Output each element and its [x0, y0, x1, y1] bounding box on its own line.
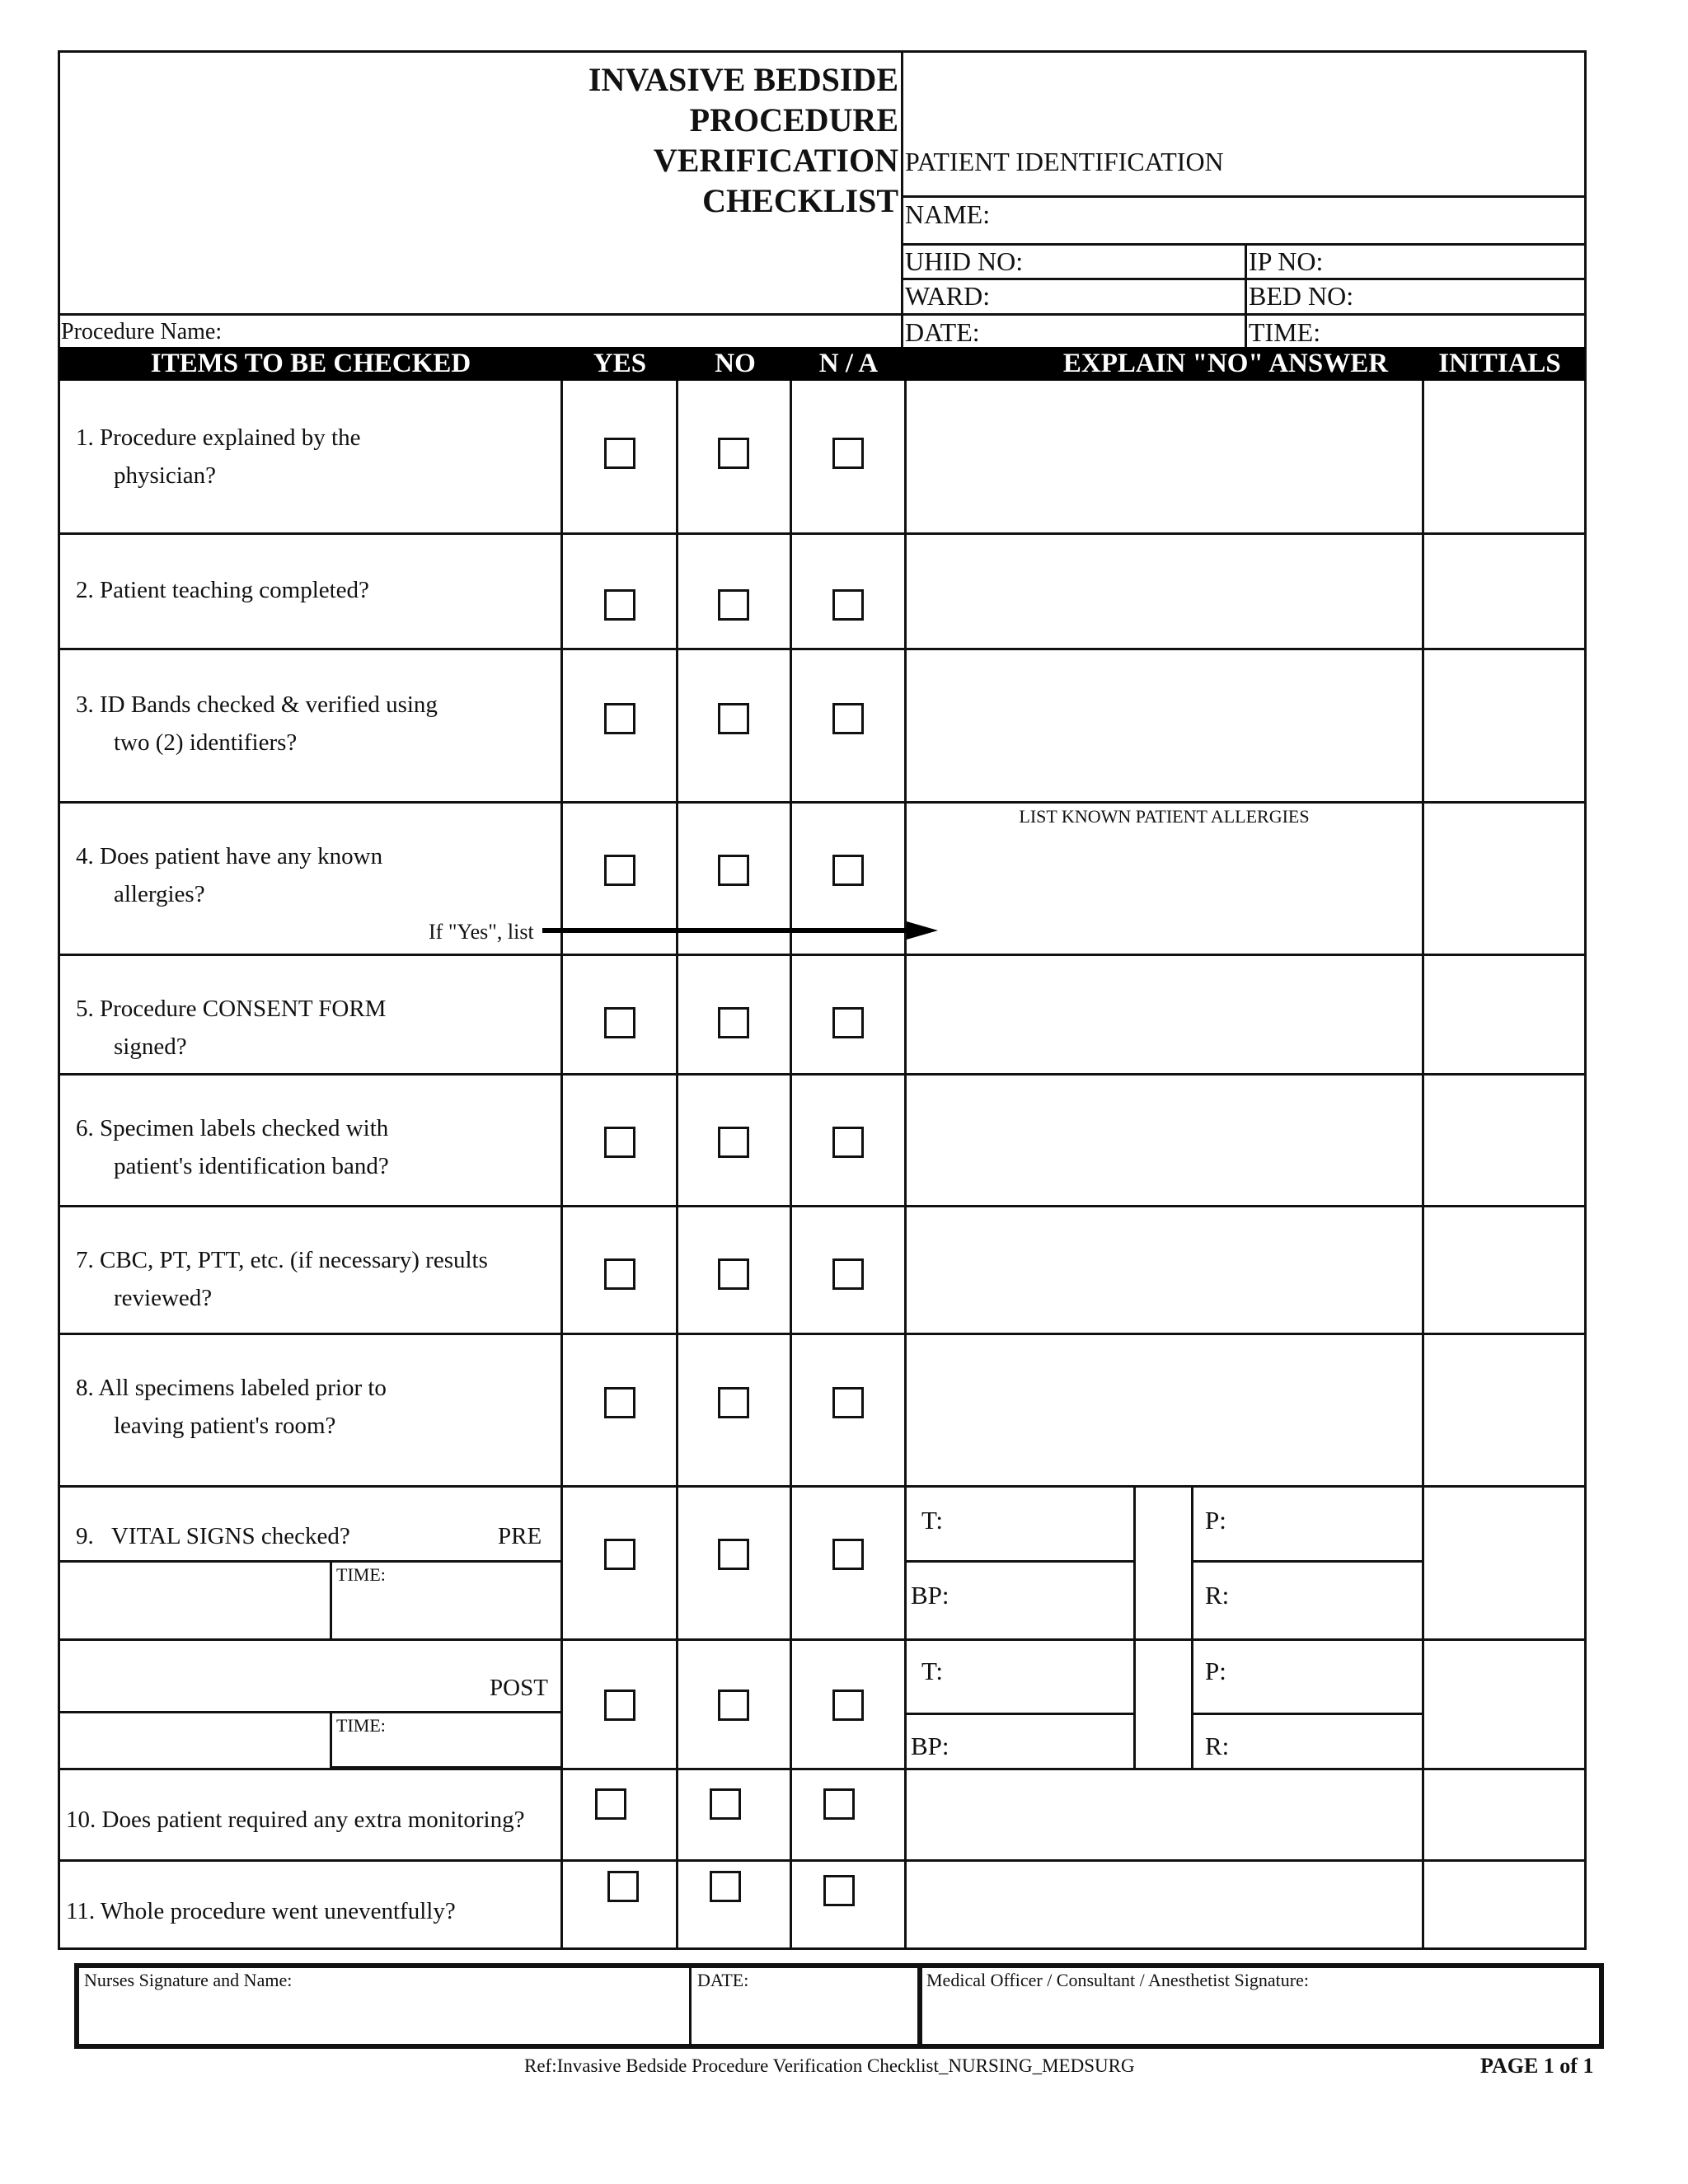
post-pulse-field[interactable]: P:: [1205, 1657, 1226, 1685]
item-2: [76, 571, 369, 609]
checkbox-10-na[interactable]: [823, 1788, 855, 1820]
item-9-text: 9. VITAL SIGNS checked?: [76, 1523, 350, 1549]
vitals-line: [904, 1560, 1135, 1563]
row-line: [58, 1485, 1587, 1488]
signature-divider: [917, 1963, 922, 2049]
checkbox-9-post-no[interactable]: [718, 1690, 749, 1721]
pre-pulse-field[interactable]: P:: [1205, 1506, 1226, 1535]
row-line: [58, 1333, 1587, 1335]
checkbox-3-yes[interactable]: [604, 703, 635, 734]
vitals-line: [1191, 1560, 1422, 1563]
checkbox-1-na[interactable]: [832, 438, 864, 469]
checkbox-1-no[interactable]: [718, 438, 749, 469]
item-8: [76, 1369, 387, 1445]
date-field[interactable]: DATE:: [905, 317, 980, 347]
item-7-text: 7. CBC, PT, PTT, etc. (if necessary) results: [76, 1247, 488, 1273]
time-line: [330, 1560, 332, 1638]
checkbox-11-na[interactable]: [823, 1875, 855, 1906]
row-line: [58, 1073, 1587, 1076]
checkbox-9-post-yes[interactable]: [604, 1690, 635, 1721]
allergy-note: If "Yes", list: [429, 920, 534, 944]
checkbox-6-no[interactable]: [718, 1127, 749, 1158]
title-line-1: INVASIVE BEDSIDE: [588, 61, 898, 98]
col-line: [1422, 381, 1424, 1485]
header-line: [901, 195, 1587, 198]
checkbox-8-yes[interactable]: [604, 1387, 635, 1418]
header-line: [58, 313, 1587, 316]
item-8-text: 8. All specimens labeled prior to: [76, 1375, 387, 1401]
item-6: [76, 1109, 389, 1185]
item-6-text: 6. Specimen labels checked with: [76, 1115, 389, 1141]
checkbox-4-no[interactable]: [718, 855, 749, 886]
row-line: [58, 648, 1587, 650]
header-divider: [901, 50, 903, 347]
item-10-text: 10. Does patient required any extra monitoring?: [66, 1807, 525, 1833]
title-line-3: VERIFICATION: [653, 142, 898, 179]
signature-divider: [689, 1963, 692, 2049]
item-2-text: 2. Patient teaching completed?: [76, 577, 369, 603]
ward-field[interactable]: WARD:: [905, 281, 991, 311]
checkbox-10-yes[interactable]: [595, 1788, 626, 1820]
signature-date-field[interactable]: DATE:: [697, 1970, 749, 1990]
vitals-line: [1191, 1713, 1422, 1715]
checkbox-9-pre-no[interactable]: [718, 1539, 749, 1570]
header-line: [901, 243, 1587, 246]
vitals-line: [1422, 1485, 1424, 1638]
post-time-field[interactable]: TIME:: [336, 1715, 386, 1736]
post-bp-field[interactable]: BP:: [911, 1732, 950, 1760]
vitals-line: [1422, 1638, 1424, 1768]
title-line-2: PROCEDURE: [689, 101, 898, 138]
checkbox-2-no[interactable]: [718, 589, 749, 621]
item-5-text-2: signed?: [114, 1033, 187, 1060]
checkbox-9-pre-yes[interactable]: [604, 1539, 635, 1570]
item-8-text-2: leaving patient's room?: [114, 1413, 336, 1439]
item-4: [76, 837, 382, 913]
row-line: [58, 532, 1587, 535]
col-yes: YES: [593, 349, 647, 378]
checkbox-9-post-na[interactable]: [832, 1690, 864, 1721]
arrow-right-icon: [907, 921, 938, 940]
pre-bp-field[interactable]: BP:: [911, 1581, 950, 1610]
pre-label: PRE: [498, 1523, 542, 1549]
checkbox-3-no[interactable]: [718, 703, 749, 734]
col-na: N / A: [818, 349, 879, 378]
time-line: [330, 1711, 332, 1768]
nurse-signature-field[interactable]: Nurses Signature and Name:: [84, 1970, 293, 1990]
allergy-list-label: LIST KNOWN PATIENT ALLERGIES: [1019, 806, 1310, 827]
checkbox-6-yes[interactable]: [604, 1127, 635, 1158]
uhid-field[interactable]: UHID NO:: [905, 246, 1024, 276]
col-explain: EXPLAIN "NO" ANSWER: [1062, 349, 1389, 378]
item-4-text-2: allergies?: [114, 881, 205, 907]
checkbox-10-no[interactable]: [710, 1788, 741, 1820]
col-items: ITEMS TO BE CHECKED: [150, 349, 471, 378]
item-6-text-2: patient's identification band?: [114, 1153, 389, 1179]
checkbox-2-yes[interactable]: [604, 589, 635, 621]
col-line: [676, 381, 678, 1950]
officer-signature-field[interactable]: Medical Officer / Consultant / Anesthetist Signature:: [926, 1970, 1309, 1990]
post-temp-field[interactable]: T:: [921, 1657, 944, 1685]
checkbox-6-na[interactable]: [832, 1127, 864, 1158]
checkbox-5-na[interactable]: [832, 1007, 864, 1038]
checkbox-4-na[interactable]: [832, 855, 864, 886]
item-3-text: 3. ID Bands checked & verified using: [76, 691, 438, 718]
checkbox-4-yes[interactable]: [604, 855, 635, 886]
checkbox-9-pre-na[interactable]: [832, 1539, 864, 1570]
checkbox-11-yes[interactable]: [607, 1871, 639, 1902]
item-11-text: 11. Whole procedure went uneventfully?: [66, 1898, 456, 1924]
checkbox-1-yes[interactable]: [604, 438, 635, 469]
item-7: [76, 1241, 488, 1317]
time-field[interactable]: TIME:: [1249, 317, 1321, 347]
title-line-4: CHECKLIST: [702, 182, 898, 219]
col-no: NO: [715, 349, 756, 378]
post-label: POST: [490, 1675, 548, 1701]
item-4-text: 4. Does patient have any known: [76, 843, 383, 869]
name-field[interactable]: NAME:: [905, 199, 991, 229]
checkbox-11-no[interactable]: [710, 1871, 741, 1902]
item-3: [76, 686, 438, 762]
header-divider: [1245, 243, 1247, 347]
item-5-text: 5. Procedure CONSENT FORM: [76, 996, 387, 1022]
header-line: [901, 278, 1587, 280]
vitals-line: [1133, 1485, 1136, 1768]
item-7-text-2: reviewed?: [114, 1285, 213, 1311]
item-1-text-2: physician?: [114, 462, 217, 489]
row-line: [58, 1205, 1587, 1207]
row-line: [58, 1859, 1587, 1862]
allergy-arrow: [542, 928, 907, 933]
pre-time-field[interactable]: TIME:: [336, 1564, 386, 1585]
col-line: [790, 381, 792, 1950]
pre-resp-field[interactable]: R:: [1205, 1581, 1230, 1610]
checkbox-3-na[interactable]: [832, 703, 864, 734]
item-3-text-2: two (2) identifiers?: [114, 729, 298, 756]
row-line: [58, 954, 1587, 956]
col-line: [560, 381, 563, 1950]
procedure-name-field[interactable]: Procedure Name:: [61, 319, 223, 344]
checkbox-5-yes[interactable]: [604, 1007, 635, 1038]
checkbox-8-na[interactable]: [832, 1387, 864, 1418]
pre-temp-field[interactable]: T:: [921, 1506, 944, 1535]
page-number: PAGE 1 of 1: [1480, 2054, 1594, 2078]
checkbox-2-na[interactable]: [832, 589, 864, 621]
patient-identification-label: PATIENT IDENTIFICATION: [905, 147, 1224, 176]
checkbox-5-no[interactable]: [718, 1007, 749, 1038]
checkbox-7-yes[interactable]: [604, 1258, 635, 1290]
checkbox-7-no[interactable]: [718, 1258, 749, 1290]
item-1: [76, 419, 360, 494]
checkbox-7-na[interactable]: [832, 1258, 864, 1290]
row-line: [58, 801, 1587, 804]
reference-text: Ref:Invasive Bedside Procedure Verification Checklist_NURSING_MEDSURG: [524, 2055, 1135, 2076]
ip-no-field[interactable]: IP NO:: [1249, 246, 1324, 276]
vitals-line: [904, 1713, 1135, 1715]
bed-no-field[interactable]: BED NO:: [1249, 281, 1354, 311]
column-header-bar: [59, 347, 1585, 381]
item-1-text: 1. Procedure explained by the: [76, 424, 361, 451]
post-resp-field[interactable]: R:: [1205, 1732, 1230, 1760]
col-initials: INITIALS: [1438, 349, 1561, 378]
row-line: [58, 1638, 1587, 1641]
row-line: [58, 1768, 1587, 1770]
time-line: [330, 1766, 560, 1769]
signature-box: [74, 1963, 1604, 2049]
form-title: [412, 59, 898, 221]
item-5: [76, 990, 386, 1066]
time-line: [58, 1560, 560, 1563]
time-line: [58, 1711, 560, 1713]
vitals-line: [1191, 1485, 1193, 1768]
checkbox-8-no[interactable]: [718, 1387, 749, 1418]
